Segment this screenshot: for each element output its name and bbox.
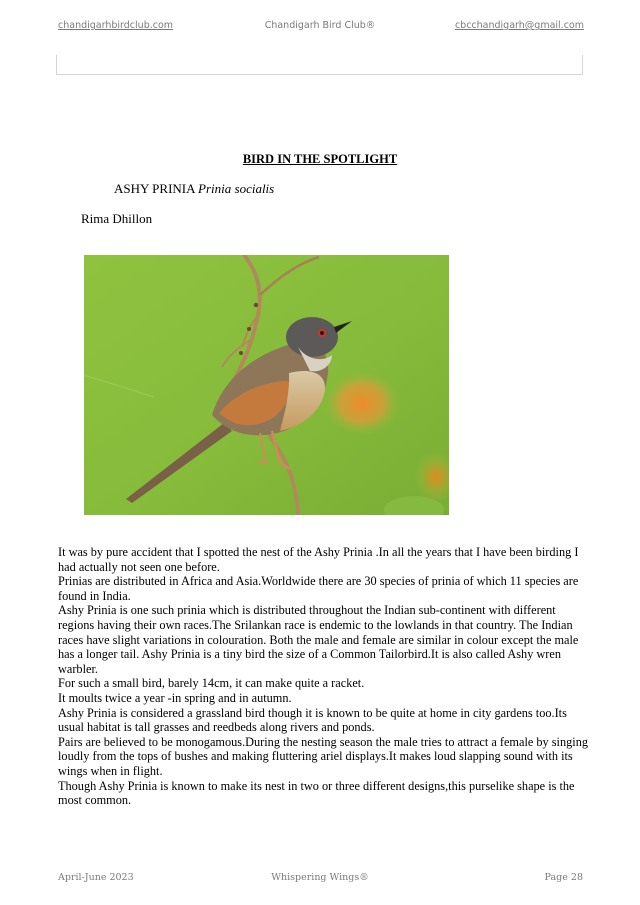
author-name: Rima Dhillon (81, 211, 153, 226)
footer-magazine: Whispering Wings® (271, 872, 369, 883)
article-paragraph: Ashy Prinia is one such prinia which is distributed throughout the Indian sub-continent with different regions having their own races.The Srilankan race is endemic to the lowlands in that country. The Indian races have slight variations in colouration. Both the male and female are similar in colour except the male has a longer tail. Ashy Prinia is a tiny bird the size of a Common Tailorbird.It is also called Ashy wren warbler. (58, 603, 579, 676)
species-heading (114, 181, 274, 197)
ashy-prinia-illustration (84, 255, 449, 515)
article-paragraph: Though Ashy Prinia is known to make its nest in two or three different designs,this purselike shape is the most common. (58, 778, 575, 808)
article-paragraph: Ashy Prinia is considered a grassland bird though it is known to be quite at home in city gardens too.Its usual habitat is tall grasses and reedbeds along rivers and ponds. (58, 705, 567, 735)
article-paragraph: It was by pure accident that I spotted the nest of the Ashy Prinia .In all the years that I have been birding I had actually not seen one before. (58, 545, 579, 574)
article-paragraph: It moults twice a year -in spring and in autumn. (58, 690, 292, 705)
article-paragraph: Prinias are distributed in Africa and Asia.Worldwide there are 30 species of prinia of which 11 species are found in India. (58, 574, 579, 603)
footer-page-number: Page 28 (544, 872, 583, 883)
article-paragraph: Pairs are believed to be monogamous.During the nesting season the male tries to attract a female by singing loudly from the tops of bushes and making fluttering ariel displays.It makes loud slapping sound with its wings when in flight. (58, 734, 588, 778)
article-paragraph: For such a small bird, barely 14cm, it can make quite a racket. (58, 676, 365, 691)
article-body (58, 545, 588, 808)
scientific-name: Prinia socialis (198, 181, 275, 196)
header-website-link[interactable]: chandigarhbirdclub.com (58, 20, 174, 31)
section-title: BIRD IN THE SPOTLIGHT (242, 152, 398, 166)
header-club-name: Chandigarh Bird Club® (264, 20, 376, 31)
bird-photo (84, 255, 449, 515)
header-email-link[interactable]: cbcchandigarh@gmail.com (454, 20, 584, 31)
header-divider-box (56, 55, 583, 75)
common-name: ASHY PRINIA (114, 181, 195, 196)
footer-issue: April-June 2023 (58, 872, 134, 883)
